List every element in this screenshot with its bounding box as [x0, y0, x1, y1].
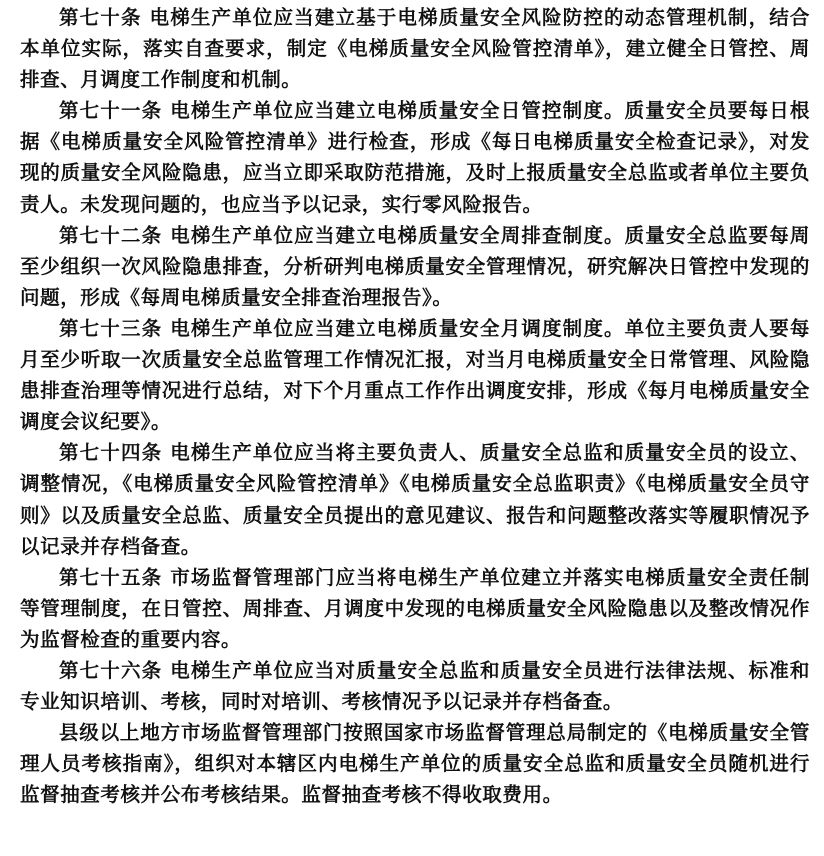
paragraph-article-74 — [20, 437, 810, 561]
article-text: 电梯生产单位应当建立电梯质量安全周排查制度。质量安全总监要每周至少组织一次风险隐患排查，分析研判电梯质量安全管理情况，研究解决日管控中发现的问题，形成《每周电梯质量安全排查治理报告》。 — [20, 223, 810, 309]
article-text: 电梯生产单位应当建立电梯质量安全日管控制度。质量安全员要每日根据《电梯质量安全风险管控清单》进行检查，形成《每日电梯质量安全检查记录》，对发现的质量安全风险隐患，应当立即采取防范措施，及时上报质量安全总监或者单位主要负责人。未发现问题的，也应当予以记录，实行零风险报告。 — [20, 99, 810, 216]
article-number: 第七十条 — [59, 6, 142, 29]
article-number: 第七十四条 — [59, 441, 163, 465]
paragraph-article-76-continued — [20, 717, 810, 810]
article-number: 第七十五条 — [59, 565, 163, 589]
article-number: 第七十三条 — [59, 316, 163, 340]
article-number: 第七十一条 — [59, 99, 163, 123]
paragraph-article-75 — [20, 562, 810, 655]
article-text: 县级以上地方市场监督管理部门按照国家市场监督管理总局制定的《电梯质量安全管理人员考核指南》，组织对本辖区内电梯生产单位的质量安全总监和质量安全员随机进行监督抽查考核并公布考核结果。监督抽查考核不得收取费用。 — [20, 721, 810, 807]
paragraph-article-70 — [20, 2, 810, 95]
paragraph-article-71 — [20, 95, 810, 219]
document-body — [0, 2, 824, 856]
article-text: 电梯生产单位应当建立基于电梯质量安全风险防控的动态管理机制，结合本单位实际，落实自查要求，制定《电梯质量安全风险管控清单》，建立健全日管控、周排查、月调度工作制度和机制。 — [20, 6, 811, 92]
article-text: 电梯生产单位应当建立电梯质量安全月调度制度。单位主要负责人要每月至少听取一次质量安全总监管理工作情况汇报，对当月电梯质量安全日常管理、风险隐患排查治理等情况进行总结，对下个月重点工作作出调度安排，形成《每月电梯质量安全调度会议纪要》。 — [20, 316, 810, 434]
article-text: 电梯生产单位应当将主要负责人、质量安全总监和质量安全员的设立、调整情况，《电梯质量安全风险管控清单》《电梯质量安全总监职责》《电梯质量安全员守则》以及质量安全总监、质量安全员提出的意见建议、报告和问题整改落实等履职情况予以记录并存档备查。 — [20, 441, 810, 558]
article-number: 第七十二条 — [59, 223, 163, 247]
paragraph-article-72 — [20, 220, 810, 313]
paragraph-article-73 — [20, 313, 810, 437]
article-text: 市场监督管理部门应当将电梯生产单位建立并落实电梯质量安全责任制等管理制度，在日管控、周排查、月调度中发现的电梯质量安全风险隐患以及整改情况作为监督检查的重要内容。 — [20, 565, 810, 651]
paragraph-article-76 — [20, 655, 810, 717]
article-text: 电梯生产单位应当对质量安全总监和质量安全员进行法律法规、标准和专业知识培训、考核，同时对培训、考核情况予以记录并存档备查。 — [20, 658, 810, 714]
article-number: 第七十六条 — [59, 658, 163, 682]
